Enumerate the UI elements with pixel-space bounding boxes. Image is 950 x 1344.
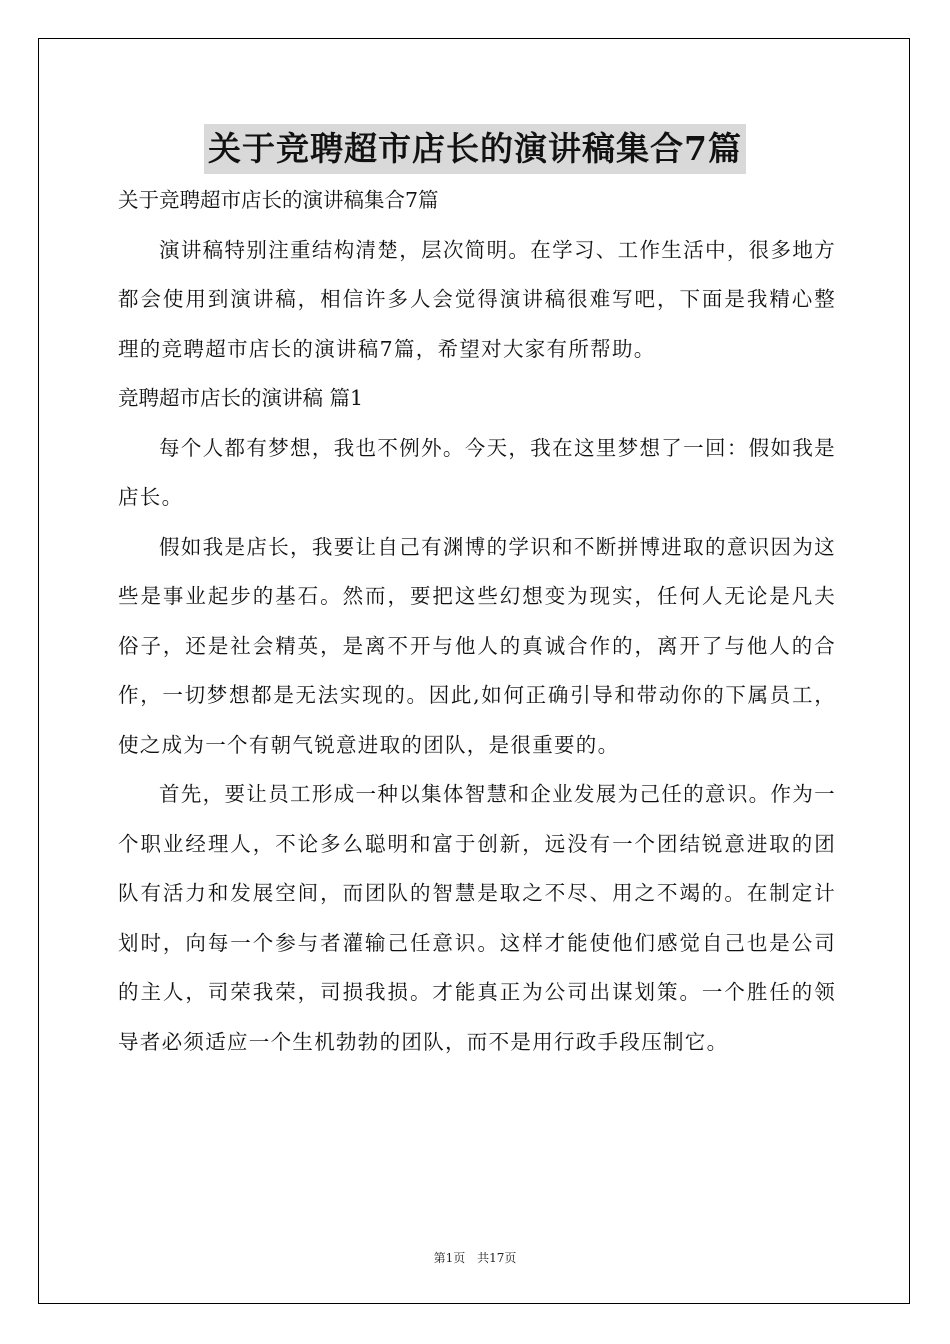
document-title: 关于竞聘超市店长的演讲稿集合7篇	[204, 124, 746, 174]
page-footer	[0, 1249, 950, 1266]
body-paragraph-1: 每个人都有梦想，我也不例外。今天，我在这里梦想了一回：假如我是店长。	[118, 435, 836, 509]
title-container	[0, 124, 950, 174]
total-pages: 共17页	[477, 1251, 517, 1265]
page-number: 第1页	[433, 1251, 466, 1265]
body-paragraph-2: 假如我是店长，我要让自己有渊博的学识和不断拼博进取的意识因为这些是事业起步的基石。然而，要把这些幻想变为现实，任何人无论是凡夫俗子，还是社会精英，是离不开与他人的真诚合作的，离开了与他人的合作，一切梦想都是无法实现的。因此,如何正确引导和带动你的下属员工，使之成为一个有朝气锐意进取的团队，是很重要的。	[118, 534, 836, 757]
body-paragraph-3: 首先，要让员工形成一种以集体智慧和企业发展为己任的意识。作为一个职业经理人，不论多么聪明和富于创新，远没有一个团结锐意进取的团队有活力和发展空间，而团队的智慧是取之不尽、用之不竭的。在制定计划时，向每一个参与者灌输己任意识。这样才能使他们感觉自己也是公司的主人，司荣我荣，司损我损。才能真正为公司出谋划策。一个胜任的领导者必须适应一个生机勃勃的团队，而不是用行政手段压制它。	[118, 782, 836, 1054]
document-body	[118, 176, 836, 1067]
intro-paragraph: 演讲稿特别注重结构清楚，层次简明。在学习、工作生活中，很多地方都会使用到演讲稿，相信许多人会觉得演讲稿很难写吧，下面是我精心整理的竞聘超市店长的演讲稿7篇，希望对大家有所帮助。	[118, 237, 836, 361]
document-subtitle: 关于竞聘超市店长的演讲稿集合7篇	[118, 188, 439, 212]
section-heading: 竞聘超市店长的演讲稿 篇1	[118, 386, 364, 410]
